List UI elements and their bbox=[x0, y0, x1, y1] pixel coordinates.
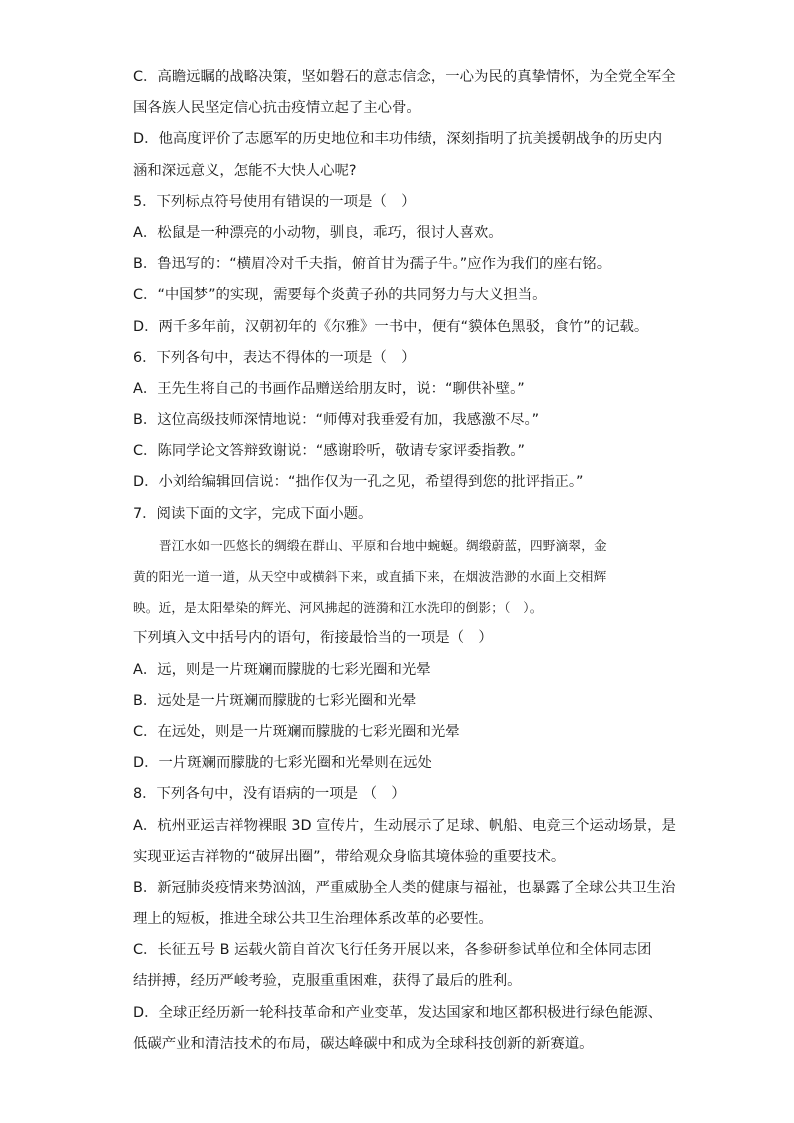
q5-stem: 5．下列标点符号使用有错误的一项是（ ） bbox=[133, 193, 416, 210]
q4-option-c-line2: 国各族人民坚定信心抗击疫情立起了主心骨。 bbox=[133, 100, 421, 117]
q6-stem: 6．下列各句中，表达不得体的一项是（ ） bbox=[133, 349, 416, 366]
q6-option-c: C．陈同学论文答辩致谢说：“感谢聆听，敬请专家评委指教。” bbox=[133, 443, 525, 460]
q5-option-a: A．松鼠是一种漂亮的小动物，驯良，乖巧，很讨人喜欢。 bbox=[133, 224, 503, 241]
reading-passage-line3: 映。近，是太阳晕染的辉光、河风拂起的涟漪和江水洗印的倒影；（ ）。 bbox=[133, 600, 543, 616]
q8-option-b-line1: B．新冠肺炎疫情来势汹汹，严重威胁全人类的健康与福祉，也暴露了全球公共卫生治 bbox=[133, 879, 676, 896]
q5-option-b: B．鲁迅写的：“横眉冷对千夫指，俯首甘为孺子牛。”应作为我们的座右铭。 bbox=[133, 256, 612, 273]
q8-option-a-line2: 实现亚运吉祥物的“破屏出圈”，带给观众身临其境体验的重要技术。 bbox=[133, 848, 566, 865]
q8-option-b-line2: 理上的短板，推进全球公共卫生治理体系改革的必要性。 bbox=[133, 911, 493, 928]
q7-option-a: A．远，则是一片斑斓而朦胧的七彩光圈和光晕 bbox=[133, 661, 431, 678]
q4-option-c-line1: C．高瞻远瞩的战略决策，坚如磐石的意志信念，一心为民的真挚情怀，为全党全军全 bbox=[133, 69, 676, 85]
q8-option-d-line2: 低碳产业和清洁技术的布局，碳达峰碳中和成为全球科技创新的新赛道。 bbox=[133, 1035, 594, 1052]
q7-option-c: C．在远处，则是一片斑斓而朦胧的七彩光圈和光晕 bbox=[133, 723, 460, 740]
q5-option-d: D．两千多年前，汉朝初年的《尔雅》一书中，便有“貘体色黑驳，食竹”的记载。 bbox=[133, 318, 649, 335]
q7-option-d: D．一片斑斓而朦胧的七彩光圈和光晕则在远处 bbox=[133, 755, 432, 772]
q7-option-b: B．远处是一片斑斓而朦胧的七彩光圈和光晕 bbox=[133, 692, 417, 709]
q6-option-d: D．小刘给编辑回信说：“拙作仅为一孔之见，希望得到您的批评指正。” bbox=[133, 474, 584, 491]
q6-option-b: B．这位高级技师深情地说：“师傅对我垂爱有加，我感激不尽。” bbox=[133, 412, 540, 429]
q7-sub-stem: 下列填入文中括号内的语句，衔接最恰当的一项是（ ） bbox=[133, 630, 493, 647]
q6-option-a: A．王先生将自己的书画作品赠送给朋友时，说：“聊供补壁。” bbox=[133, 380, 525, 397]
q8-option-d-line1: D．全球正经历新一轮科技革命和产业变革，发达国家和地区都积极进行绿色能源、 bbox=[133, 1004, 663, 1021]
q5-option-c: C．“中国梦”的实现，需要每个炎黄子孙的共同努力与大义担当。 bbox=[133, 287, 547, 304]
q7-stem: 7．阅读下面的文字，完成下面小题。 bbox=[133, 505, 373, 522]
q8-stem: 8．下列各句中，没有语病的一项是 （ ） bbox=[133, 786, 406, 803]
q4-option-d-line2: 涵和深远意义，怎能不大快人心呢? bbox=[133, 162, 357, 179]
reading-passage-line1: 晋江水如一匹悠长的绸缎在群山、平原和台地中蜿蜒。绸缎蔚蓝，四野滴翠，金 bbox=[159, 537, 607, 553]
reading-passage-line2: 黄的阳光一道一道，从天空中或横斜下来，或直插下来，在烟波浩渺的水面上交相辉 bbox=[133, 569, 607, 584]
q8-option-a-line1: A．杭州亚运吉祥物裸眼 3D 宣传片，生动展示了足球、帆船、电竞三个运动场景，是 bbox=[133, 817, 676, 834]
document-page bbox=[133, 62, 676, 1060]
q8-option-c-line1: C．长征五号 B 运载火箭自首次飞行任务开展以来，各参研参试单位和全体同志团 bbox=[133, 942, 652, 959]
q8-option-c-line2: 结拼搏，经历严峻考验，克服重重困难，获得了最后的胜利。 bbox=[133, 973, 522, 990]
q4-option-d-line1: D．他高度评价了志愿军的历史地位和丰功伟绩，深刻指明了抗美援朝战争的历史内 bbox=[133, 131, 663, 148]
